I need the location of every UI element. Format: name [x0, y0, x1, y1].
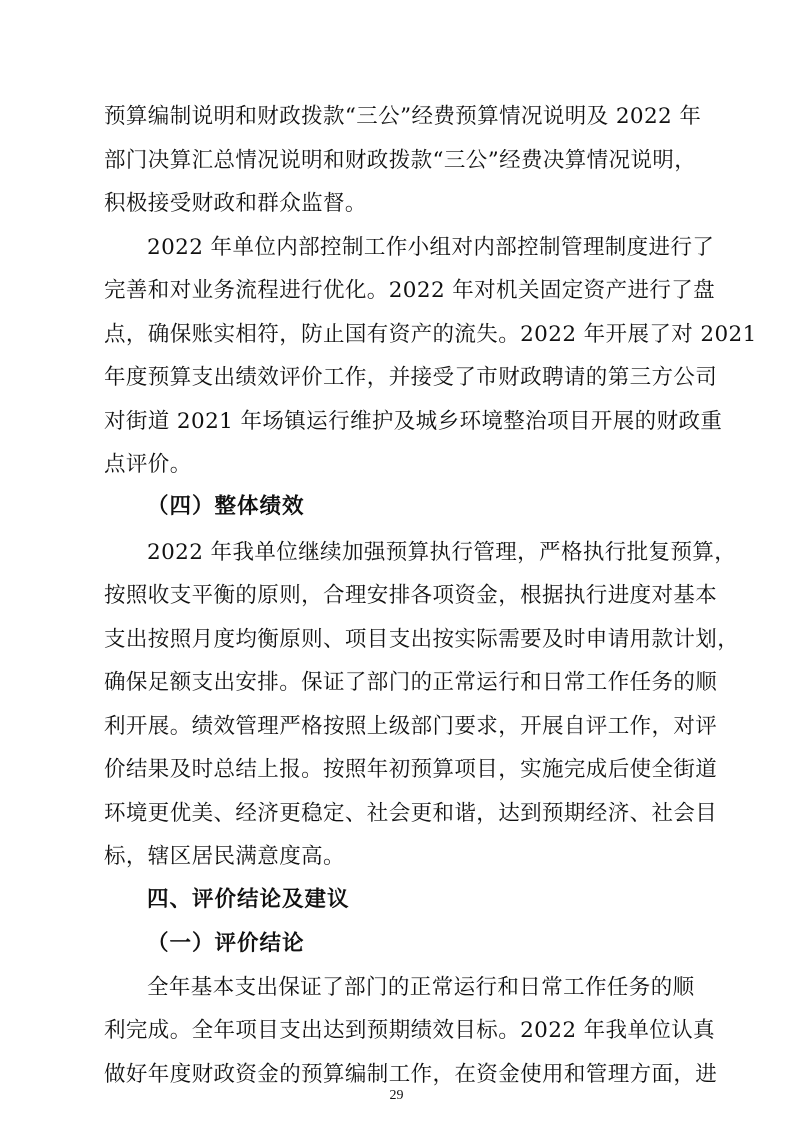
- paragraph-line: 全年基本支出保证了部门的正常运行和日常工作任务的顺: [147, 975, 695, 1000]
- paragraph-line: 积极接受财政和群众监督。: [104, 191, 367, 216]
- paragraph-line: 点评价。: [104, 452, 192, 477]
- paragraph-line: 价结果及时总结上报。按照年初预算项目，实施完成后使全街道: [104, 757, 718, 782]
- paragraph-line: 年度预算支出绩效评价工作，并接受了市财政聘请的第三方公司: [104, 365, 718, 390]
- section-heading: （四）整体绩效: [147, 494, 305, 519]
- paragraph-line: 完善和对业务流程进行优化。2022 年对机关固定资产进行了盘: [104, 278, 716, 303]
- paragraph-line: 标，辖区居民满意度高。: [104, 844, 345, 869]
- chapter-heading: 四、评价结论及建议: [147, 887, 350, 912]
- paragraph-line: 确保足额支出安排。保证了部门的正常运行和日常工作任务的顺: [104, 670, 718, 695]
- paragraph-line: 对街道 2021 年场镇运行维护及城乡环境整治项目开展的财政重: [104, 409, 723, 434]
- paragraph-line: 支出按照月度均衡原则、项目支出按实际需要及时申请用款计划，: [104, 627, 740, 652]
- paragraph-line: 利开展。绩效管理严格按照上级部门要求，开展自评工作，对评: [104, 714, 718, 739]
- paragraph-line: 环境更优美、经济更稳定、社会更和谐，达到预期经济、社会目: [104, 801, 718, 826]
- paragraph-line: 利完成。全年项目支出达到预期绩效目标。2022 年我单位认真: [104, 1018, 716, 1043]
- paragraph-line: 预算编制说明和财政拨款“三公”经费预算情况说明及 2022 年: [104, 104, 702, 129]
- section-heading: （一）评价结论: [147, 931, 305, 956]
- paragraph-line: 点，确保账实相符，防止国有资产的流失。2022 年开展了对 2021: [104, 322, 757, 347]
- paragraph-line: 2022 年我单位继续加强预算执行管理，严格执行批复预算，: [147, 540, 737, 565]
- paragraph-line: 做好年度财政资金的预算编制工作，在资金使用和管理方面，进: [104, 1062, 718, 1087]
- paragraph-line: 按照收支平衡的原则，合理安排各项资金，根据执行进度对基本: [104, 583, 718, 608]
- paragraph-line: 部门决算汇总情况说明和财政拨款“三公”经费决算情况说明，: [104, 148, 697, 173]
- paragraph-line: 2022 年单位内部控制工作小组对内部控制管理制度进行了: [147, 235, 715, 260]
- page-number: 29: [389, 1088, 404, 1103]
